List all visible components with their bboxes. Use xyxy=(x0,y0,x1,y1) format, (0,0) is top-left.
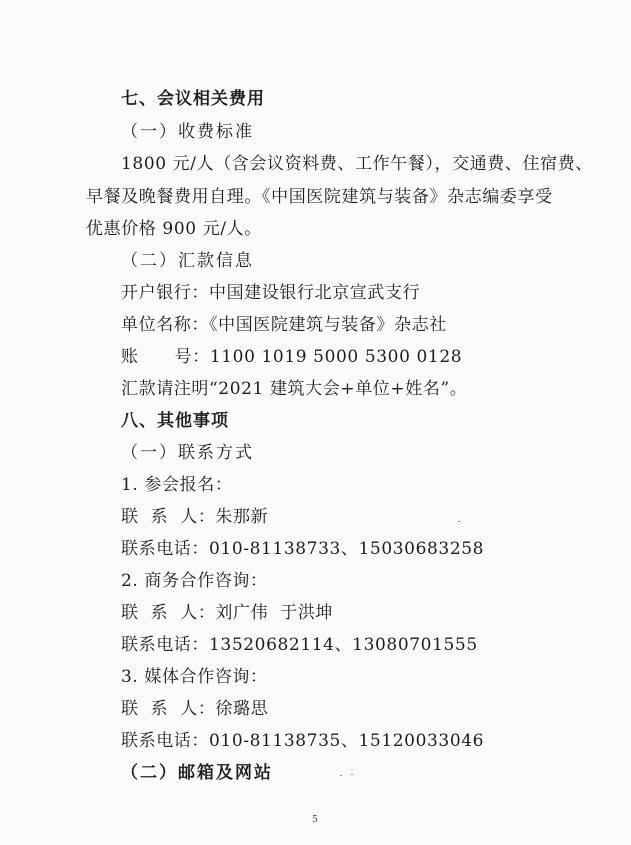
account-number-line: 账 号：1100 1019 5000 5300 0128 xyxy=(121,347,463,367)
fee-paragraph-line-3: 优惠价格 900 元/人。 xyxy=(86,219,262,239)
media-title: 3. 媒体合作咨询： xyxy=(121,667,268,687)
scan-speck xyxy=(340,775,342,776)
fee-paragraph-line-2: 早餐及晚餐费用自理。《中国医院建筑与装备》杂志编委享受 xyxy=(86,187,553,207)
unit-name-line: 单位名称：《中国医院建筑与装备》杂志社 xyxy=(121,315,447,335)
fee-standard-title: （一）收费标准 xyxy=(121,122,254,142)
business-phone: 联系电话：13520682114、13080701555 xyxy=(121,635,478,655)
fee-paragraph-line-1: 1800 元/人（含会议资料费、工作午餐），交通费、住宿费、 xyxy=(121,154,593,174)
bank-name-line: 开户银行：中国建设银行北京宣武支行 xyxy=(121,283,421,303)
email-website-title: （二）邮箱及网站 xyxy=(121,763,273,783)
remittance-note-line: 汇款请注明“2021 建筑大会+单位+姓名”。 xyxy=(121,379,468,399)
business-title: 2. 商务合作咨询： xyxy=(121,571,268,591)
media-phone: 联系电话：010-81138735、15120033046 xyxy=(121,731,485,751)
scan-speck xyxy=(458,521,460,522)
registration-title: 1. 参会报名： xyxy=(121,475,233,495)
business-contact-person: 联 系 人：刘广伟 于洪坤 xyxy=(121,603,334,623)
page-number: 5 xyxy=(312,815,318,825)
registration-contact-person: 联 系 人：朱那新 xyxy=(121,507,269,527)
scan-speck xyxy=(351,774,353,775)
remittance-info-title: （二）汇款信息 xyxy=(121,251,254,271)
contact-info-title: （一）联系方式 xyxy=(121,443,254,463)
section-7-heading: 七、会议相关费用 xyxy=(121,89,265,109)
section-8-heading: 八、其他事项 xyxy=(121,411,229,431)
media-contact-person: 联 系 人：徐璐思 xyxy=(121,699,269,719)
registration-phone: 联系电话：010-81138733、15030683258 xyxy=(121,539,485,559)
